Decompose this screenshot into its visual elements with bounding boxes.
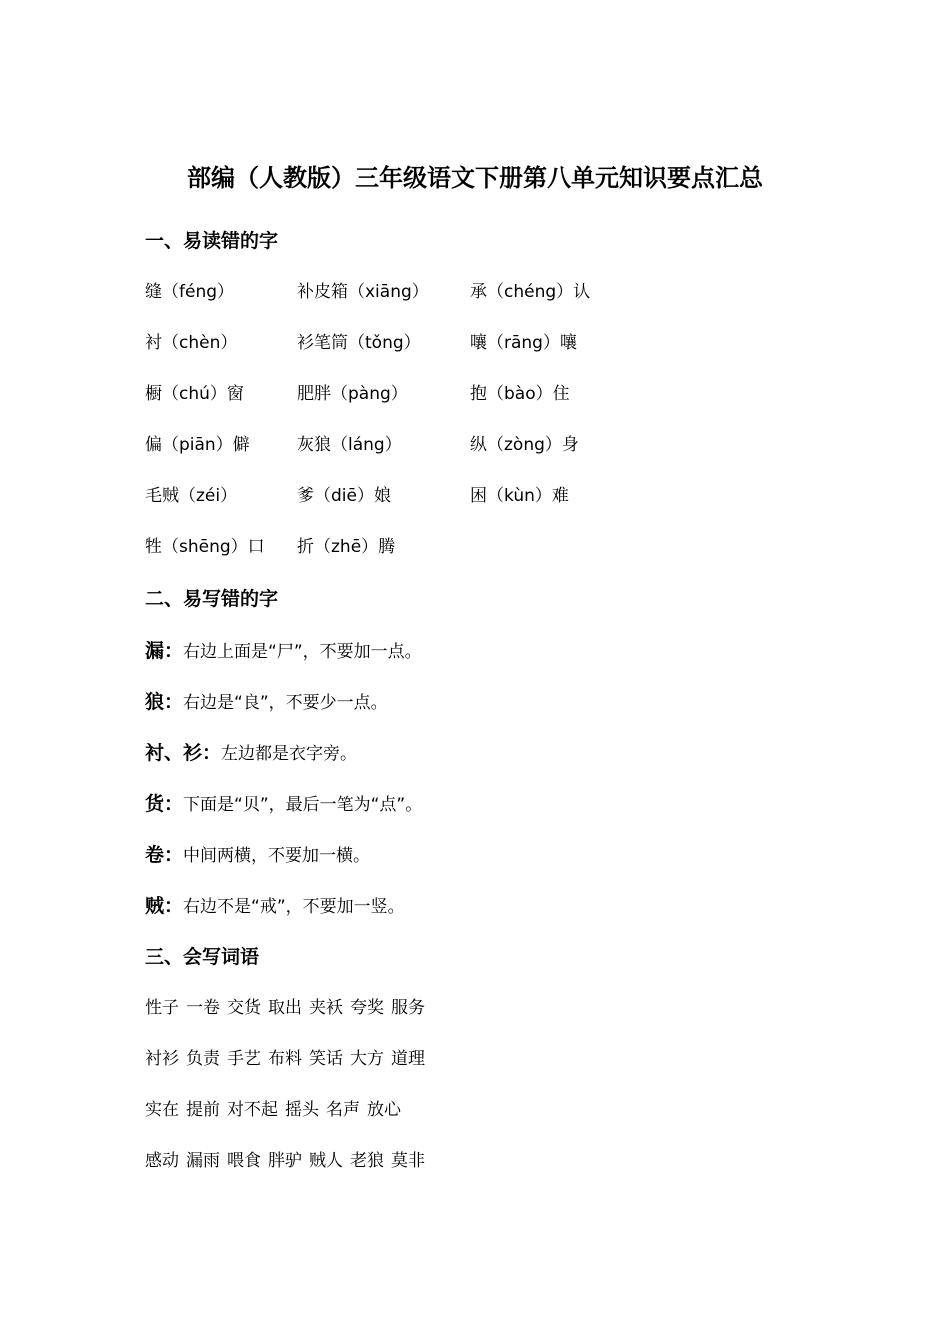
miswrite-note: 下面是“贝”，最后一笔为“点”。 — [183, 795, 423, 815]
vocab-word: 老狼 — [350, 1151, 384, 1171]
word-row — [145, 1095, 408, 1125]
miswrite-note: 右边是“良”，不要少一点。 — [183, 693, 388, 713]
vocab-word: 衬衫 — [145, 1049, 179, 1069]
vocab-word: 大方 — [350, 1049, 384, 1069]
word-row — [145, 1146, 432, 1176]
vocab-word: 胖驴 — [268, 1151, 302, 1171]
document-title: 部编（人教版）三年级语文下册第八单元知识要点汇总 — [187, 164, 763, 192]
miswrite-item — [145, 840, 370, 871]
vocab-word: 服务 — [391, 998, 425, 1018]
vocab-word: 夹袄 — [309, 998, 343, 1018]
miswrite-note: 左边都是衣字旁。 — [221, 744, 358, 764]
vocab-word: 放心 — [367, 1100, 401, 1120]
vocab-word: 笑话 — [309, 1049, 343, 1069]
misread-entry: 橱（chú）窗 — [145, 384, 244, 404]
vocab-word: 感动 — [145, 1151, 179, 1171]
miswrite-item — [145, 738, 357, 769]
vocab-word: 布料 — [268, 1049, 302, 1069]
miswrite-char: 货： — [145, 793, 184, 815]
miswrite-char: 贼： — [145, 895, 184, 917]
miswrite-item — [145, 636, 422, 667]
vocab-word: 负责 — [186, 1049, 220, 1069]
miswrite-item — [145, 789, 422, 820]
miswrite-item — [145, 687, 388, 718]
vocab-word: 提前 — [186, 1100, 220, 1120]
miswrite-note: 中间两横，不要加一横。 — [183, 846, 371, 866]
vocab-word: 贼人 — [309, 1151, 343, 1171]
misread-entry: 缝（féng） — [145, 282, 235, 302]
misread-entry: 衫笔筒（tǒng） — [297, 333, 421, 353]
misread-entry: 肥胖（pàng） — [297, 384, 408, 404]
misread-entry: 衬（chèn） — [145, 333, 238, 353]
vocab-word: 取出 — [268, 998, 302, 1018]
misread-entry: 毛贼（zéi） — [145, 486, 238, 506]
misread-entry: 嚷（rāng）嚷 — [470, 333, 577, 353]
vocab-word: 摇头 — [285, 1100, 319, 1120]
misread-entry: 灰狼（láng） — [297, 435, 402, 455]
vocab-word: 名声 — [326, 1100, 360, 1120]
misread-entry: 爹（diē）娘 — [297, 486, 391, 506]
vocab-word: 漏雨 — [186, 1151, 220, 1171]
misread-entry: 承（chéng）认 — [470, 282, 591, 302]
miswrite-char: 卷： — [145, 844, 184, 866]
vocab-word: 夸奖 — [350, 998, 384, 1018]
miswrite-item — [145, 891, 405, 922]
misread-entry: 偏（piān）僻 — [145, 435, 250, 455]
vocab-word: 一卷 — [186, 998, 220, 1018]
section-heading-easy-miswrite: 二、易写错的字 — [145, 588, 279, 610]
miswrite-note: 右边不是“戒”，不要加一竖。 — [183, 897, 405, 917]
vocab-word: 实在 — [145, 1100, 179, 1120]
vocab-word: 性子 — [145, 998, 179, 1018]
vocab-word: 道理 — [391, 1049, 425, 1069]
miswrite-note: 右边上面是“尸”，不要加一点。 — [183, 642, 422, 662]
misread-entry: 补皮箱（xiāng） — [297, 282, 429, 302]
vocab-word: 莫非 — [391, 1151, 425, 1171]
vocab-word: 对不起 — [227, 1100, 278, 1120]
misread-entry: 抱（bào）住 — [470, 384, 570, 404]
misread-entry: 纵（zòng）身 — [470, 435, 579, 455]
word-row — [145, 993, 432, 1023]
misread-entry: 困（kùn）难 — [470, 486, 569, 506]
misread-entry: 牲（shēng）口 — [145, 537, 265, 557]
vocab-word: 交货 — [227, 998, 261, 1018]
miswrite-char: 衬、衫： — [145, 742, 222, 764]
section-heading-easy-misread: 一、易读错的字 — [145, 230, 279, 252]
misread-entry: 折（zhē）腾 — [297, 537, 396, 557]
miswrite-char: 狼： — [145, 691, 184, 713]
miswrite-char: 漏： — [145, 640, 184, 662]
vocab-word: 手艺 — [227, 1049, 261, 1069]
section-heading-writable-words: 三、会写词语 — [145, 946, 260, 968]
vocab-word: 喂食 — [227, 1151, 261, 1171]
word-row — [145, 1044, 432, 1074]
